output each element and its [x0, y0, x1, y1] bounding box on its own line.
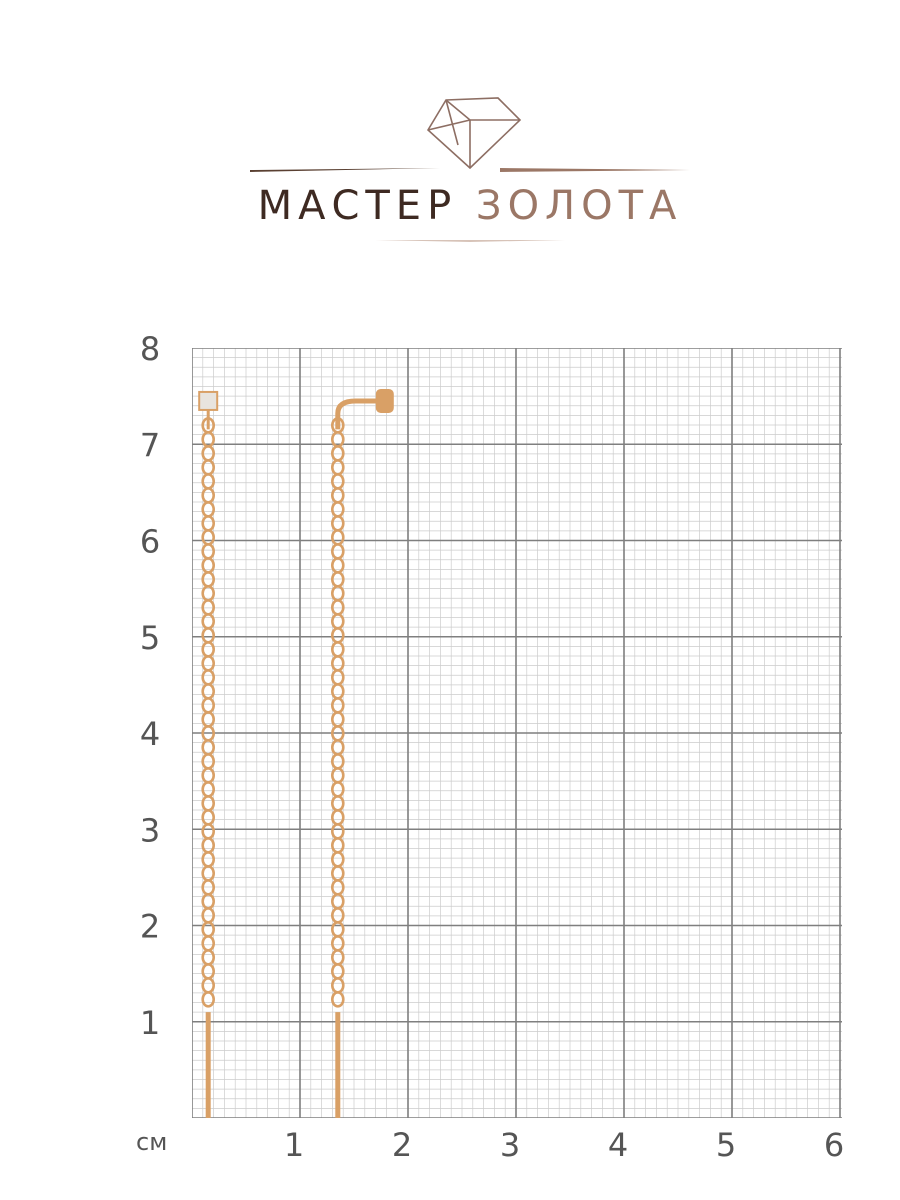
chain-link [203, 600, 214, 614]
chain-link [332, 642, 343, 656]
y-tick-label: 3 [139, 811, 161, 850]
y-tick-label: 6 [139, 522, 161, 561]
chain-link [203, 978, 214, 992]
chain-link [203, 908, 214, 922]
chain-link [332, 572, 343, 586]
logo-line-left [250, 168, 440, 172]
chain-link [203, 544, 214, 558]
chain-link [203, 866, 214, 880]
grid-svg [0, 320, 900, 1180]
needle [335, 1012, 340, 1118]
logo-line-bottom [375, 240, 565, 242]
chain-link [203, 810, 214, 824]
y-tick-label: 5 [139, 618, 161, 657]
chain-link [332, 838, 343, 852]
chain-link [203, 754, 214, 768]
chain-link [203, 446, 214, 460]
x-tick-label: 4 [607, 1126, 629, 1164]
chain-link [203, 572, 214, 586]
chain-link [332, 712, 343, 726]
chain-link [203, 964, 214, 978]
chain-link [203, 936, 214, 950]
earring-back-view [332, 389, 394, 1118]
logo-line-right [500, 168, 690, 172]
chain-link [332, 824, 343, 838]
chain-link [332, 866, 343, 880]
chain-link [332, 530, 343, 544]
brand-name-part1: МАСТЕР [257, 183, 458, 229]
chain-link [332, 446, 343, 460]
y-tick-label: 2 [139, 907, 161, 946]
chain-link [203, 558, 214, 572]
chain-link [332, 992, 343, 1006]
chain-link [332, 488, 343, 502]
chain-link [332, 950, 343, 964]
chain-link [332, 852, 343, 866]
x-tick-label: 2 [391, 1126, 413, 1164]
chain-link [203, 852, 214, 866]
chain-link [203, 460, 214, 474]
x-tick-label: 1 [283, 1126, 305, 1164]
y-tick-label: 1 [139, 1003, 161, 1042]
chain-link [203, 474, 214, 488]
chain-link [332, 558, 343, 572]
chain-link [203, 838, 214, 852]
stone-setting [199, 392, 217, 410]
x-tick-label: 6 [823, 1126, 845, 1164]
chain-link [332, 908, 343, 922]
chain-link [203, 488, 214, 502]
chain-link [203, 796, 214, 810]
chain-link [332, 782, 343, 796]
chain-link [203, 712, 214, 726]
setting-side [376, 389, 394, 413]
chain-link [332, 684, 343, 698]
chain-link [203, 670, 214, 684]
chain-link [332, 670, 343, 684]
chain-link [332, 628, 343, 642]
x-axis-labels [284, 1126, 844, 1164]
logo-graphic [230, 90, 710, 260]
y-tick-label: 8 [139, 330, 161, 368]
chain-link [203, 824, 214, 838]
chain-link [203, 698, 214, 712]
measurement-grid [0, 320, 900, 1180]
chain-link [203, 502, 214, 516]
chain-link [203, 516, 214, 530]
brand-logo [230, 90, 710, 260]
y-tick-label: 7 [139, 426, 161, 465]
chain-link [332, 656, 343, 670]
chain-link [332, 460, 343, 474]
chain-link [332, 796, 343, 810]
x-tick-label: 5 [715, 1126, 737, 1164]
chain-link [203, 768, 214, 782]
chain-link [332, 516, 343, 530]
chain-link [203, 642, 214, 656]
y-axis-labels [140, 330, 160, 1042]
chain-link [332, 754, 343, 768]
chain-link [203, 992, 214, 1006]
chain-link [332, 474, 343, 488]
brand-name-part2: ЗОЛОТА [475, 183, 683, 229]
earring-front-view [199, 392, 217, 1118]
y-tick-label: 4 [139, 715, 161, 753]
chain-link [203, 880, 214, 894]
chain-link [332, 502, 343, 516]
chain-link [332, 600, 343, 614]
chain-link [332, 978, 343, 992]
brand-name [230, 182, 710, 230]
needle [206, 1012, 211, 1118]
x-tick-label: 3 [499, 1126, 521, 1164]
chain-link [332, 880, 343, 894]
chain-link [332, 614, 343, 628]
chain-link [332, 768, 343, 782]
chain-link [203, 530, 214, 544]
chain-link [203, 684, 214, 698]
chain-link [203, 628, 214, 642]
chain-link [203, 614, 214, 628]
unit-label: см [136, 1128, 168, 1156]
chain-link [203, 656, 214, 670]
diamond-icon [428, 98, 520, 168]
chain-link [203, 922, 214, 936]
chain-link [332, 810, 343, 824]
chain-link [203, 782, 214, 796]
chain-link [203, 950, 214, 964]
chain-link [332, 698, 343, 712]
chain-link [332, 964, 343, 978]
chain-link [332, 544, 343, 558]
chain-link [332, 922, 343, 936]
chain-link [332, 936, 343, 950]
